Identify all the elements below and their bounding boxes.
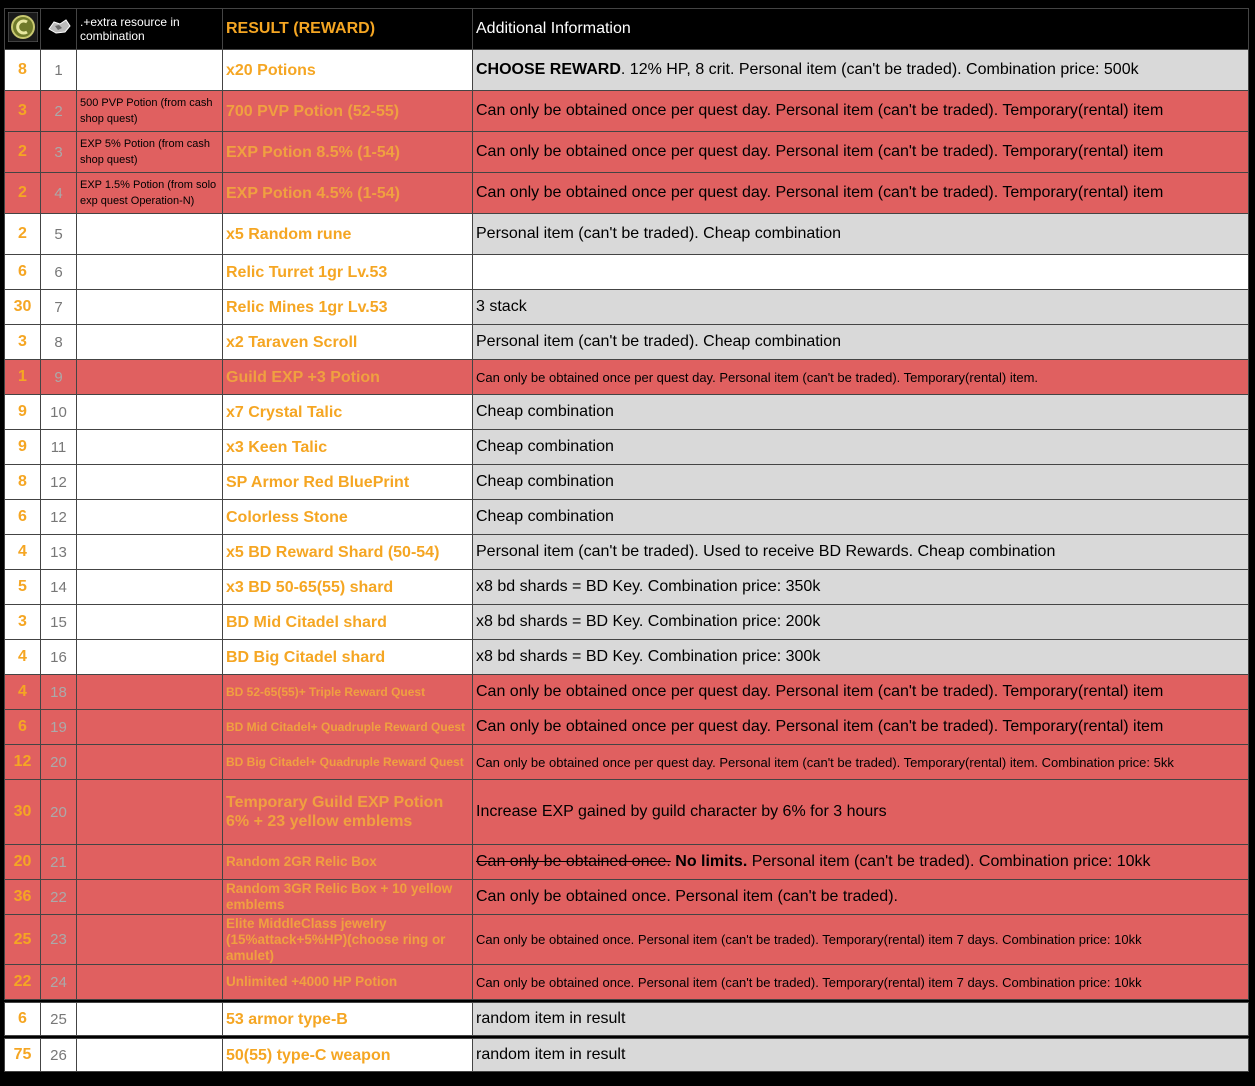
table-row bbox=[5, 845, 1249, 880]
table-row bbox=[5, 1003, 1249, 1036]
result-cell: Relic Turret 1gr Lv.53 bbox=[223, 255, 473, 290]
table-row bbox=[5, 605, 1249, 640]
info-cell: x8 bd shards = BD Key. Combination price: 300k bbox=[473, 640, 1249, 675]
result-cell: Relic Mines 1gr Lv.53 bbox=[223, 290, 473, 325]
row-number: 8 bbox=[41, 325, 77, 360]
quantity-cell: 4 bbox=[5, 640, 41, 675]
row-number: 18 bbox=[41, 675, 77, 710]
table-row bbox=[5, 745, 1249, 780]
info-cell: Can only be obtained once per quest day. Personal item (can't be traded). Temporary(rental) item bbox=[473, 710, 1249, 745]
info-cell: random item in result bbox=[473, 1003, 1249, 1036]
extra-resource-cell bbox=[77, 325, 223, 360]
table-row bbox=[5, 395, 1249, 430]
reward-table bbox=[4, 8, 1249, 1072]
extra-resource-cell bbox=[77, 745, 223, 780]
quantity-cell: 3 bbox=[5, 605, 41, 640]
info-cell bbox=[473, 255, 1249, 290]
result-cell: Colorless Stone bbox=[223, 500, 473, 535]
header-extra-resource: .+extra resource in combination bbox=[77, 9, 223, 50]
quantity-cell: 8 bbox=[5, 465, 41, 500]
row-number: 20 bbox=[41, 780, 77, 845]
quantity-cell: 6 bbox=[5, 710, 41, 745]
result-cell: BD Mid Citadel+ Quadruple Reward Quest bbox=[223, 710, 473, 745]
quantity-cell: 1 bbox=[5, 360, 41, 395]
result-cell: Unlimited +4000 HP Potion bbox=[223, 965, 473, 1000]
info-cell: Can only be obtained once per quest day. Personal item (can't be traded). Temporary(rental) item. Combination price: 5kk bbox=[473, 745, 1249, 780]
row-number: 24 bbox=[41, 965, 77, 1000]
info-bold: No limits. bbox=[675, 853, 748, 870]
info-cell: Can only be obtained once per quest day. Personal item (can't be traded). Temporary(rental) item bbox=[473, 91, 1249, 132]
result-cell: x2 Taraven Scroll bbox=[223, 325, 473, 360]
extra-resource-cell bbox=[77, 605, 223, 640]
info-text: Personal item (can't be traded). Combination price: 10kk bbox=[751, 853, 1151, 870]
extra-resource-cell bbox=[77, 255, 223, 290]
result-cell: BD Big Citadel+ Quadruple Reward Quest bbox=[223, 745, 473, 780]
row-number: 19 bbox=[41, 710, 77, 745]
row-number: 3 bbox=[41, 132, 77, 173]
result-cell: Guild EXP +3 Potion bbox=[223, 360, 473, 395]
ore-icon bbox=[41, 9, 77, 50]
row-number: 6 bbox=[41, 255, 77, 290]
info-cell: 3 stack bbox=[473, 290, 1249, 325]
table-row bbox=[5, 290, 1249, 325]
table-row bbox=[5, 780, 1249, 845]
table-row bbox=[5, 880, 1249, 915]
info-cell: x8 bd shards = BD Key. Combination price: 350k bbox=[473, 570, 1249, 605]
row-number: 12 bbox=[41, 500, 77, 535]
info-cell: random item in result bbox=[473, 1039, 1249, 1072]
row-number: 11 bbox=[41, 430, 77, 465]
row-number: 13 bbox=[41, 535, 77, 570]
info-cell: Personal item (can't be traded). Used to receive BD Rewards. Cheap combination bbox=[473, 535, 1249, 570]
row-number: 23 bbox=[41, 915, 77, 965]
extra-resource-cell bbox=[77, 290, 223, 325]
row-number: 22 bbox=[41, 880, 77, 915]
info-cell bbox=[473, 50, 1249, 91]
quantity-cell: 2 bbox=[5, 132, 41, 173]
extra-resource-cell bbox=[77, 214, 223, 255]
result-cell: x5 BD Reward Shard (50-54) bbox=[223, 535, 473, 570]
row-number: 2 bbox=[41, 91, 77, 132]
info-strike: Can only be obtained once. bbox=[476, 853, 671, 870]
table-header bbox=[5, 9, 1249, 50]
extra-resource-cell bbox=[77, 965, 223, 1000]
info-cell: Personal item (can't be traded). Cheap combination bbox=[473, 325, 1249, 360]
header-additional-info: Additional Information bbox=[473, 9, 1249, 50]
row-number: 10 bbox=[41, 395, 77, 430]
quantity-cell: 2 bbox=[5, 173, 41, 214]
result-cell: Random 3GR Relic Box + 10 yellow emblems bbox=[223, 880, 473, 915]
table-row bbox=[5, 50, 1249, 91]
quantity-cell: 9 bbox=[5, 395, 41, 430]
info-cell: Cheap combination bbox=[473, 395, 1249, 430]
table-row bbox=[5, 214, 1249, 255]
result-cell: x5 Random rune bbox=[223, 214, 473, 255]
result-cell: 50(55) type-C weapon bbox=[223, 1039, 473, 1072]
info-cell: Cheap combination bbox=[473, 465, 1249, 500]
table-row bbox=[5, 535, 1249, 570]
row-number: 4 bbox=[41, 173, 77, 214]
extra-resource-cell bbox=[77, 1003, 223, 1036]
quantity-cell: 25 bbox=[5, 915, 41, 965]
quantity-cell: 36 bbox=[5, 880, 41, 915]
extra-resource-cell bbox=[77, 465, 223, 500]
quantity-cell: 6 bbox=[5, 1003, 41, 1036]
result-cell: BD 52-65(55)+ Triple Reward Quest bbox=[223, 675, 473, 710]
info-cell: Can only be obtained once per quest day. Personal item (can't be traded). Temporary(rental) item bbox=[473, 132, 1249, 173]
extra-resource-cell bbox=[77, 535, 223, 570]
row-number: 7 bbox=[41, 290, 77, 325]
extra-resource-cell bbox=[77, 1039, 223, 1072]
table-row bbox=[5, 255, 1249, 290]
table-row bbox=[5, 500, 1249, 535]
extra-resource-cell bbox=[77, 845, 223, 880]
table-row bbox=[5, 360, 1249, 395]
header-result: RESULT (REWARD) bbox=[223, 9, 473, 50]
quantity-cell: 3 bbox=[5, 91, 41, 132]
row-number: 1 bbox=[41, 50, 77, 91]
row-number: 12 bbox=[41, 465, 77, 500]
result-cell: x3 BD 50-65(55) shard bbox=[223, 570, 473, 605]
quantity-cell: 6 bbox=[5, 255, 41, 290]
result-cell: x3 Keen Talic bbox=[223, 430, 473, 465]
result-cell: 700 PVP Potion (52-55) bbox=[223, 91, 473, 132]
table-row bbox=[5, 91, 1249, 132]
row-number: 9 bbox=[41, 360, 77, 395]
info-cell: Increase EXP gained by guild character by 6% for 3 hours bbox=[473, 780, 1249, 845]
extra-resource-cell bbox=[77, 780, 223, 845]
quantity-cell: 30 bbox=[5, 780, 41, 845]
info-text: . 12% HP, 8 crit. Personal item (can't be traded). Combination price: 500k bbox=[620, 61, 1139, 78]
extra-resource-cell: 500 PVP Potion (from cash shop quest) bbox=[77, 91, 223, 132]
quantity-cell: 22 bbox=[5, 965, 41, 1000]
info-cell: Can only be obtained once per quest day. Personal item (can't be traded). Temporary(rental) item. bbox=[473, 360, 1249, 395]
result-cell: BD Mid Citadel shard bbox=[223, 605, 473, 640]
table-row bbox=[5, 465, 1249, 500]
table-row bbox=[5, 640, 1249, 675]
quantity-cell: 12 bbox=[5, 745, 41, 780]
extra-resource-cell: EXP 1.5% Potion (from solo exp quest Operation-N) bbox=[77, 173, 223, 214]
table-row bbox=[5, 325, 1249, 360]
info-cell bbox=[473, 845, 1249, 880]
result-cell: Temporary Guild EXP Potion 6% + 23 yellow emblems bbox=[223, 780, 473, 845]
table-row bbox=[5, 710, 1249, 745]
quantity-cell: 4 bbox=[5, 675, 41, 710]
result-cell: EXP Potion 4.5% (1-54) bbox=[223, 173, 473, 214]
row-number: 21 bbox=[41, 845, 77, 880]
quantity-cell: 2 bbox=[5, 214, 41, 255]
quantity-cell: 3 bbox=[5, 325, 41, 360]
table-row bbox=[5, 132, 1249, 173]
info-cell: Can only be obtained once per quest day. Personal item (can't be traded). Temporary(rental) item bbox=[473, 675, 1249, 710]
info-cell: Can only be obtained once. Personal item (can't be traded). bbox=[473, 880, 1249, 915]
result-cell: 53 armor type-B bbox=[223, 1003, 473, 1036]
extra-resource-cell bbox=[77, 710, 223, 745]
table-row bbox=[5, 915, 1249, 965]
quantity-cell: 9 bbox=[5, 430, 41, 465]
row-number: 14 bbox=[41, 570, 77, 605]
extra-resource-cell: EXP 5% Potion (from cash shop quest) bbox=[77, 132, 223, 173]
extra-resource-cell bbox=[77, 915, 223, 965]
row-number: 16 bbox=[41, 640, 77, 675]
result-cell: SP Armor Red BluePrint bbox=[223, 465, 473, 500]
info-cell: Cheap combination bbox=[473, 500, 1249, 535]
quantity-cell: 8 bbox=[5, 50, 41, 91]
row-number: 15 bbox=[41, 605, 77, 640]
quantity-cell: 5 bbox=[5, 570, 41, 605]
quantity-cell: 30 bbox=[5, 290, 41, 325]
extra-resource-cell bbox=[77, 570, 223, 605]
extra-resource-cell bbox=[77, 360, 223, 395]
info-cell: Can only be obtained once. Personal item (can't be traded). Temporary(rental) item 7 days. Combination price: 10kk bbox=[473, 915, 1249, 965]
extra-resource-cell bbox=[77, 50, 223, 91]
table-row bbox=[5, 1039, 1249, 1072]
info-cell: Personal item (can't be traded). Cheap combination bbox=[473, 214, 1249, 255]
info-bold: CHOOSE REWARD bbox=[476, 61, 621, 78]
extra-resource-cell bbox=[77, 430, 223, 465]
quantity-cell: 6 bbox=[5, 500, 41, 535]
info-cell: Can only be obtained once per quest day. Personal item (can't be traded). Temporary(rental) item bbox=[473, 173, 1249, 214]
table-row bbox=[5, 675, 1249, 710]
result-cell: BD Big Citadel shard bbox=[223, 640, 473, 675]
row-number: 20 bbox=[41, 745, 77, 780]
info-cell: x8 bd shards = BD Key. Combination price: 200k bbox=[473, 605, 1249, 640]
table-row bbox=[5, 965, 1249, 1000]
quantity-cell: 75 bbox=[5, 1039, 41, 1072]
table-row bbox=[5, 430, 1249, 465]
extra-resource-cell bbox=[77, 395, 223, 430]
result-cell: x20 Potions bbox=[223, 50, 473, 91]
result-cell: Random 2GR Relic Box bbox=[223, 845, 473, 880]
result-cell: EXP Potion 8.5% (1-54) bbox=[223, 132, 473, 173]
quantity-cell: 20 bbox=[5, 845, 41, 880]
table-row bbox=[5, 570, 1249, 605]
extra-resource-cell bbox=[77, 675, 223, 710]
info-cell: Cheap combination bbox=[473, 430, 1249, 465]
quantity-cell: 4 bbox=[5, 535, 41, 570]
row-number: 25 bbox=[41, 1003, 77, 1036]
table-row bbox=[5, 173, 1249, 214]
result-cell: x7 Crystal Talic bbox=[223, 395, 473, 430]
extra-resource-cell bbox=[77, 640, 223, 675]
row-number: 5 bbox=[41, 214, 77, 255]
resource-coin-icon bbox=[5, 9, 41, 50]
row-number: 26 bbox=[41, 1039, 77, 1072]
info-cell: Can only be obtained once. Personal item (can't be traded). Temporary(rental) item 7 days. Combination price: 10kk bbox=[473, 965, 1249, 1000]
result-cell: Elite MiddleClass jewelry (15%attack+5%HP)(choose ring or amulet) bbox=[223, 915, 473, 965]
extra-resource-cell bbox=[77, 500, 223, 535]
extra-resource-cell bbox=[77, 880, 223, 915]
